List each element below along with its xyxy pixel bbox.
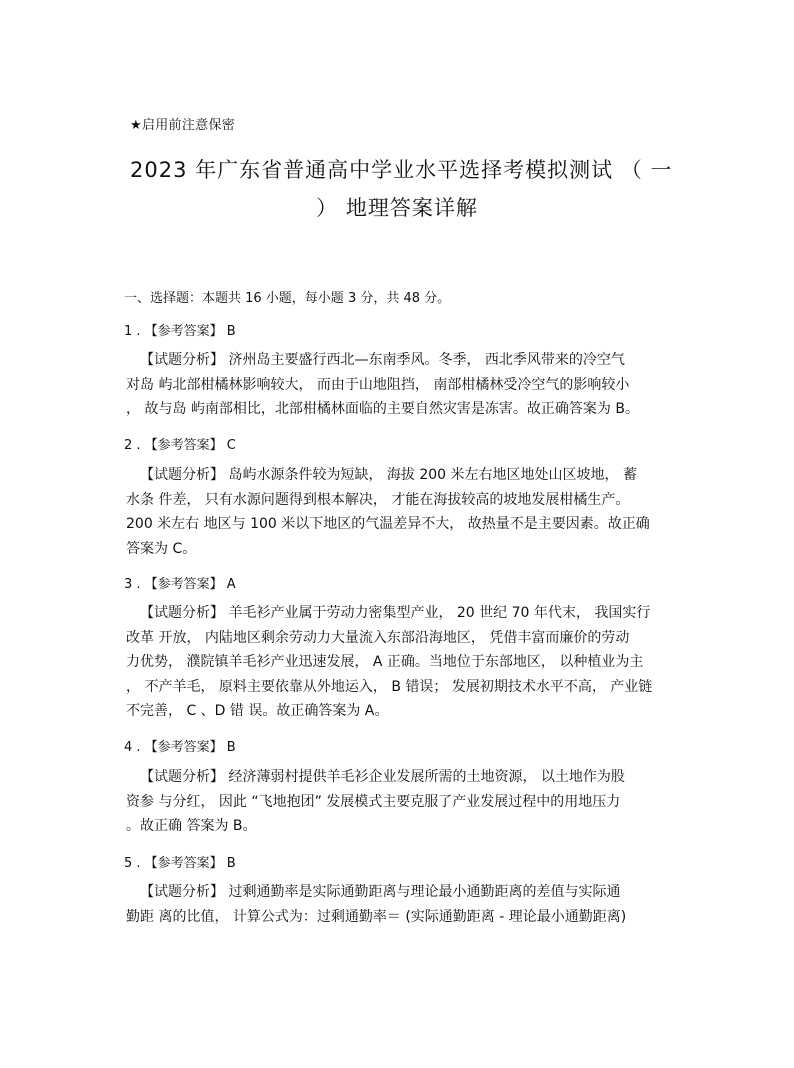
answer-label-q3: 3 . 【参考答案】 A bbox=[124, 577, 236, 592]
analysis-line: 【试题分析】 过剩通勤率是实际通勤距离与理论最小通勤距离的差值与实际通 bbox=[140, 884, 621, 900]
analysis-line: 对岛 屿北部柑橘林影响较大， 而由于山地阻挡， 南部柑橘林受冷空气的影响较小 bbox=[126, 376, 630, 393]
answer-label-q5: 5 . 【参考答案】 B bbox=[124, 856, 236, 871]
analysis-line: 。故正确 答案为 B。 bbox=[126, 818, 257, 834]
analysis-line: 水条 件差， 只有水源问题得到根本解决， 才能在海拔较高的坡地发展柑橘生产。 bbox=[126, 491, 630, 508]
analysis-line: 勤距 离的比值， 计算公式为：过剩通勤率＝ (实际通勤距离 - 理论最小通勤距离) bbox=[126, 908, 627, 925]
analysis-line: 【试题分析】 经济薄弱村提供羊毛衫企业发展所需的土地资源， 以土地作为股 bbox=[140, 769, 625, 785]
answer-label-q2: 2 . 【参考答案】 C bbox=[124, 438, 236, 453]
analysis-line: 【试题分析】 济州岛主要盛行西北—东南季风。冬季， 西北季风带来的冷空气 bbox=[140, 352, 625, 368]
analysis-line: 力优势， 濮院镇羊毛衫产业迅速发展， A 正确。当地位于东部地区， 以种植业为主 bbox=[126, 654, 644, 670]
document-title-line-1: 2023 年广东省普通高中学业水平选择考模拟测试 （ 一 bbox=[130, 158, 673, 182]
analysis-q5 bbox=[126, 880, 670, 929]
analysis-line: 【试题分析】 羊毛衫产业属于劳动力密集型产业， 20 世纪 70 年代末， 我国实行 bbox=[140, 605, 651, 621]
analysis-line: 【试题分析】 岛屿水源条件较为短缺， 海拔 200 米左右地区地处山区坡地， 蓄 bbox=[140, 467, 637, 483]
analysis-line: 改革 开放， 内陆地区剩余劳动力大量流入东部沿海地区， 凭借丰富而廉价的劳动 bbox=[126, 629, 630, 646]
document-title-line-2: ） 地理答案详解 bbox=[316, 196, 478, 220]
analysis-line: 答案为 C。 bbox=[126, 540, 197, 557]
analysis-q4 bbox=[126, 765, 670, 839]
analysis-line: 资参 与分红， 因此 “飞地抱团” 发展模式主要克服了产业发展过程中的用地压力 bbox=[126, 793, 621, 810]
analysis-line: ， 不产羊毛， 原料主要依靠从外地运入， B 错误； 发展初期技术水平不高， 产业链 bbox=[126, 678, 653, 695]
analysis-q3 bbox=[126, 601, 670, 724]
analysis-line: ， 故与岛 屿南部相比，北部柑橘林面临的主要自然灾害是冻害。故正确答案为 B。 bbox=[126, 401, 639, 417]
analysis-line: 不完善， C 、D 错 误。故正确答案为 A。 bbox=[126, 703, 389, 719]
confidential-notice: ★启用前注意保密 bbox=[130, 118, 236, 133]
analysis-q1 bbox=[126, 348, 670, 422]
answer-label-q4: 4 . 【参考答案】 B bbox=[124, 740, 236, 755]
answer-label-q1: 1 . 【参考答案】 B bbox=[124, 324, 236, 339]
analysis-q2 bbox=[126, 463, 670, 561]
analysis-line: 200 米左右 地区与 100 米以下地区的气温差异不大， 故热量不是主要因素。故正确 bbox=[126, 516, 650, 532]
section-heading: 一、选择题：本题共 16 小题，每小题 3 分，共 48 分。 bbox=[124, 291, 451, 306]
